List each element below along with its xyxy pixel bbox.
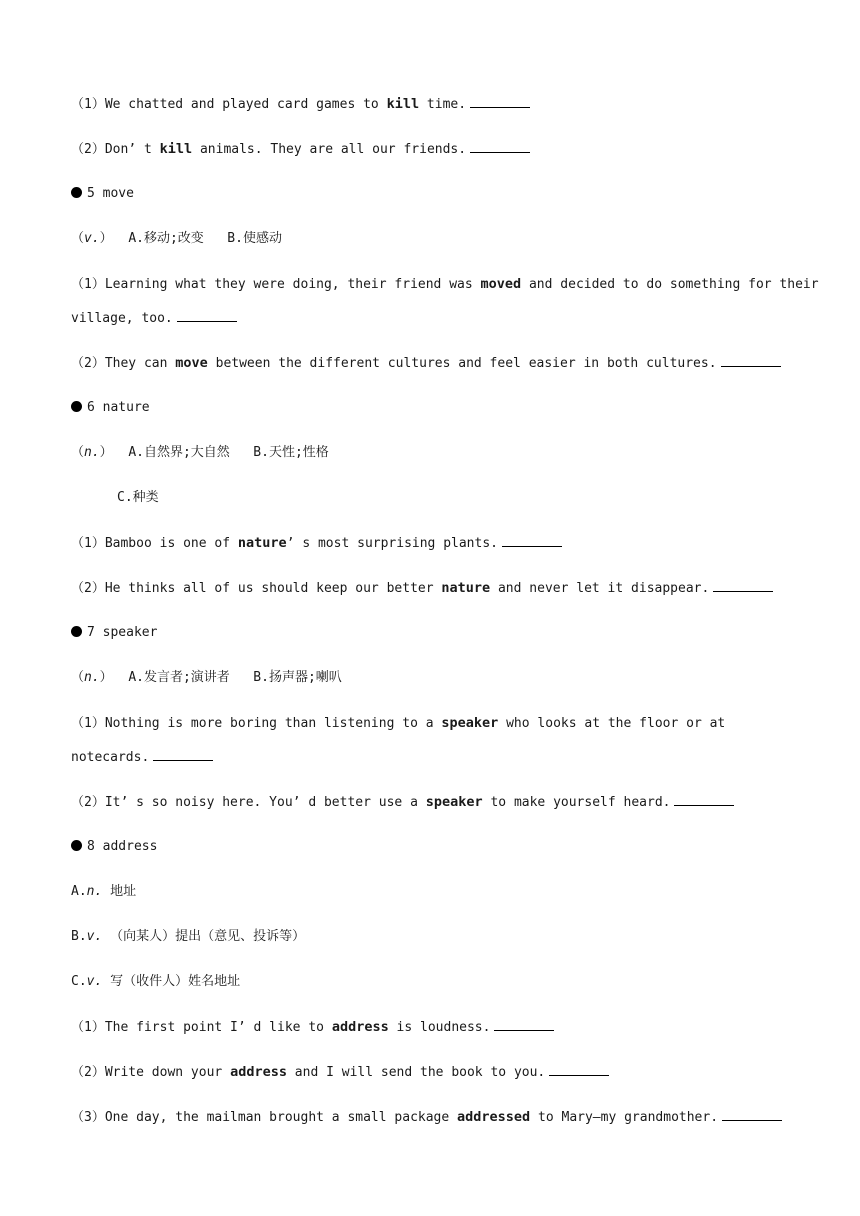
bullet-icon xyxy=(71,840,82,851)
definition-line: C.v. 写（收件人）姓名地址 xyxy=(71,974,241,989)
answer-blank[interactable] xyxy=(502,534,562,547)
word-heading: 7 speaker xyxy=(71,624,157,642)
answer-blank[interactable] xyxy=(549,1063,609,1076)
keyword: nature xyxy=(237,535,287,551)
part-of-speech: n. xyxy=(84,445,100,460)
example-sentence: （1）We chatted and played card games to kill time. xyxy=(71,95,530,114)
answer-blank[interactable] xyxy=(713,579,773,592)
word-heading: 5 move xyxy=(71,185,134,203)
keyword: addressed xyxy=(457,1109,531,1125)
part-of-speech: v. xyxy=(84,231,100,246)
part-of-speech: v. xyxy=(86,929,103,944)
example-sentence: （2）Don’ t kill animals. They are all our friends. xyxy=(71,140,530,159)
keyword: moved xyxy=(480,276,522,292)
example-sentence: （3）One day, the mailman brought a small package addressed to Mary—my grandmother. xyxy=(71,1108,782,1127)
example-sentence: （1）Learning what they were doing, their friend was moved and decided to do something for their xyxy=(71,276,819,292)
part-of-speech: v. xyxy=(86,974,103,989)
keyword: address xyxy=(331,1019,389,1035)
example-sentence: （2）Write down your address and I will send the book to you. xyxy=(71,1063,609,1082)
definition-line: （n.） A.发言者;演讲者 B.扬声器;喇叭 xyxy=(71,670,342,685)
example-sentence: （1）Nothing is more boring than listening to a speaker who looks at the floor or at xyxy=(71,715,726,731)
example-sentence: （1）Bamboo is one of nature’ s most surprising plants. xyxy=(71,534,562,553)
answer-blank[interactable] xyxy=(470,140,530,153)
definition-line: （n.） A.自然界;大自然 B.天性;性格 xyxy=(71,445,329,460)
answer-blank[interactable] xyxy=(674,793,734,806)
definition-line: （v.） A.移动;改变 B.使感动 xyxy=(71,231,282,246)
example-sentence-cont: village, too. xyxy=(71,309,237,328)
answer-blank[interactable] xyxy=(153,748,213,761)
example-sentence-cont: notecards. xyxy=(71,748,213,767)
example-sentence: （2）It’ s so noisy here. You’ d better use a speaker to make yourself heard. xyxy=(71,793,734,812)
keyword: nature xyxy=(441,580,491,596)
keyword: kill xyxy=(386,96,420,112)
part-of-speech: n. xyxy=(86,884,103,899)
answer-blank[interactable] xyxy=(177,309,237,322)
keyword: speaker xyxy=(441,715,499,731)
example-sentence: （2）He thinks all of us should keep our better nature and never let it disappear. xyxy=(71,579,773,598)
keyword: address xyxy=(230,1064,287,1080)
bullet-icon xyxy=(71,187,82,198)
part-of-speech: n. xyxy=(84,670,100,685)
word-heading: 6 nature xyxy=(71,399,150,417)
answer-blank[interactable] xyxy=(470,95,530,108)
answer-blank[interactable] xyxy=(721,354,781,367)
example-sentence: （1）The first point I’ d like to address is loudness. xyxy=(71,1018,554,1037)
keyword: speaker xyxy=(425,794,483,810)
answer-blank[interactable] xyxy=(494,1018,554,1031)
definition-line: B.v. （向某人）提出（意见、投诉等） xyxy=(71,929,306,944)
keyword: move xyxy=(175,355,208,371)
keyword: kill xyxy=(159,141,193,157)
bullet-icon xyxy=(71,626,82,637)
definition-line-cont: C.种类 xyxy=(117,490,159,505)
word-heading: 8 address xyxy=(71,838,157,856)
example-sentence: （2）They can move between the different cultures and feel easier in both cultures. xyxy=(71,354,781,373)
definition-line: A.n. 地址 xyxy=(71,884,137,899)
answer-blank[interactable] xyxy=(722,1108,782,1121)
bullet-icon xyxy=(71,401,82,412)
